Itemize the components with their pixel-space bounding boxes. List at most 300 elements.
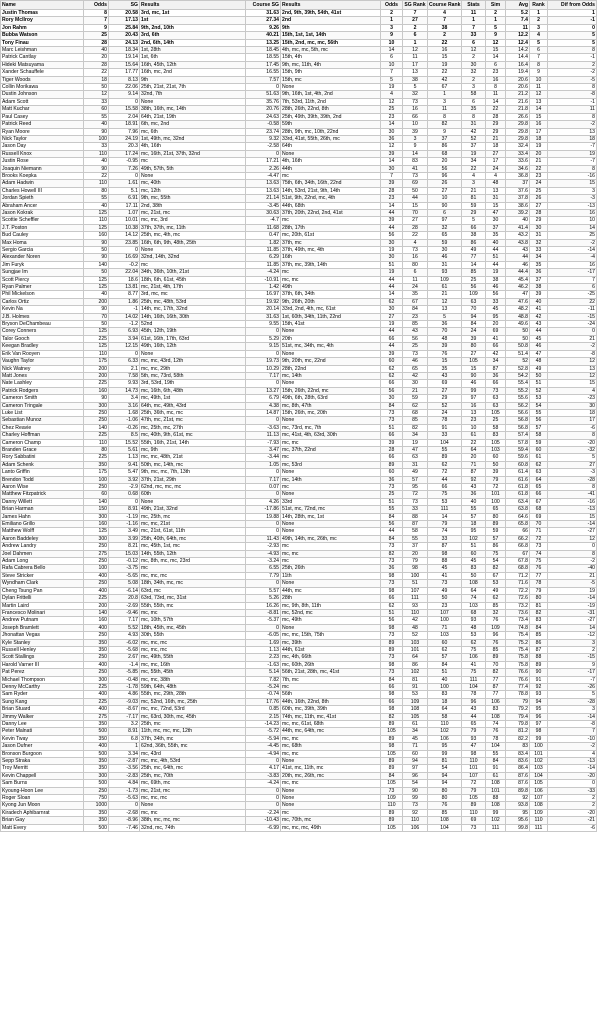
sg-cell: 0 (109, 98, 140, 105)
player-name: Branden Grace (1, 446, 84, 453)
rank-cell: 72 (530, 535, 548, 542)
avg-cell: 14.2 (506, 47, 530, 54)
course-sg-cell: -1.63 (246, 661, 281, 668)
stats-cell: 49 (462, 247, 486, 254)
odds-rank-cell: 73 (381, 409, 403, 416)
table-row (1, 580, 597, 587)
dif-from-odds-cell: 14 (548, 224, 597, 231)
course-sg-cell: 0 (246, 417, 281, 424)
avg-cell: 75.8 (506, 654, 530, 661)
player-name: Kyle Stanley (1, 639, 84, 646)
dif-from-odds-cell: 0 (548, 328, 597, 335)
sg-cell: -9.03 (109, 698, 140, 705)
player-name: Rory McIlroy (1, 17, 84, 24)
course-rank-cell: 5 (428, 313, 462, 320)
course-results-cell: mc, 14th (281, 372, 381, 379)
sg-rank-cell: 25 (403, 343, 428, 350)
sim-cell: 44 (486, 261, 506, 268)
results-cell: mc, mc, 21st (140, 521, 246, 528)
course-sg-cell: 35.76 (246, 98, 281, 105)
dif-from-odds-cell: -21 (548, 817, 597, 824)
results-cell: 25th, 36th, mc, mc (140, 409, 246, 416)
avg-cell: 71.6 (506, 580, 530, 587)
odds-cell: 350 (84, 461, 109, 468)
stats-cell: 29 (462, 209, 486, 216)
sg-rank-cell: 54 (403, 780, 428, 787)
avg-cell: 75.2 (506, 639, 530, 646)
avg-cell: 59.6 (506, 454, 530, 461)
course-sg-cell: 0.07 (246, 484, 281, 491)
odds-rank-cell: 89 (381, 646, 403, 653)
odds-cell: 110 (84, 217, 109, 224)
course-rank-cell: 35 (428, 365, 462, 372)
table-row (1, 113, 597, 120)
odds-rank-cell: 73 (381, 543, 403, 550)
dif-from-odds-cell: 15 (548, 180, 597, 187)
stats-cell: 57 (462, 513, 486, 520)
avg-cell: 20.6 (506, 84, 530, 91)
sg-rank-cell: 100 (403, 572, 428, 579)
sg-cell: 0 (109, 498, 140, 505)
table-row (1, 350, 597, 357)
player-name: Roger Sloan (1, 795, 84, 802)
course-results-cell: 15th, 41st (281, 321, 381, 328)
player-name: Patrick Rodgers (1, 387, 84, 394)
course-sg-cell: 16.55 (246, 69, 281, 76)
sim-cell: 101 (486, 787, 506, 794)
sim-cell: 74 (486, 721, 506, 728)
sg-rank-cell: 64 (403, 654, 428, 661)
sg-rank-cell: 13 (403, 69, 428, 76)
course-sg-cell: -4.7 (246, 217, 281, 224)
course-rank-cell: 75 (428, 491, 462, 498)
rank-cell: 43 (530, 321, 548, 328)
rank-cell: 95 (530, 706, 548, 713)
course-results-cell: mc, 37th, 22nd (281, 446, 381, 453)
results-cell: mc, 12th (140, 187, 246, 194)
player-name: Andrew Landry (1, 543, 84, 550)
stats-cell: 51 (462, 543, 486, 550)
results-cell: 9th, mc, 55th (140, 195, 246, 202)
player-name: Sam Ryder (1, 691, 84, 698)
odds-cell: 300 (84, 535, 109, 542)
stats-cell: 64 (462, 587, 486, 594)
table-row (1, 76, 597, 83)
course-rank-cell: 26 (428, 180, 462, 187)
player-name: Paul Casey (1, 113, 84, 120)
rank-cell: 105 (530, 780, 548, 787)
table-row (1, 698, 597, 705)
course-rank-cell: 65 (428, 232, 462, 239)
course-results-cell: 28th (281, 595, 381, 602)
sg-cell: 3.99 (109, 535, 140, 542)
dif-from-odds-cell: 12 (548, 358, 597, 365)
results-cell: mc, 43rd (140, 750, 246, 757)
sg-cell: -2.68 (109, 809, 140, 816)
sg-rank-cell: 56 (403, 335, 428, 342)
course-results-cell: mc, mc (281, 735, 381, 742)
player-name: Nick Taylor (1, 135, 84, 142)
odds-rank-cell: 73 (381, 669, 403, 676)
course-sg-cell: 7.17 (246, 476, 281, 483)
table-row (1, 646, 597, 653)
course-sg-cell: 0 (246, 787, 281, 794)
course-results-cell: 15th, 26th, mc, 20th (281, 409, 381, 416)
player-name: Chez Reavie (1, 424, 84, 431)
dif-from-odds-cell: 17 (548, 417, 597, 424)
course-results-cell: 14th, 28th, mc, 1st (281, 513, 381, 520)
sg-cell: -5.68 (109, 646, 140, 653)
results-cell: 9th (140, 76, 246, 83)
sg-cell: 8.21 (109, 543, 140, 550)
course-sg-cell: 13.25 (246, 39, 281, 46)
stats-cell: 39 (462, 335, 486, 342)
dif-from-odds-cell: 12 (548, 535, 597, 542)
course-rank-cell: 109 (428, 276, 462, 283)
sg-cell: 17.13 (109, 17, 140, 24)
sg-cell: 10.38 (109, 224, 140, 231)
odds-rank-cell: 66 (381, 335, 403, 342)
results-cell: 55th, 16th, 21st, 14th (140, 439, 246, 446)
stats-cell: 14 (462, 261, 486, 268)
stats-cell: 58 (462, 91, 486, 98)
rank-cell: 85 (530, 632, 548, 639)
sg-cell: -1.73 (109, 787, 140, 794)
results-cell: mc, mc, mc (140, 795, 246, 802)
table-row (1, 276, 597, 283)
table-row (1, 24, 597, 31)
rank-cell: 57 (530, 424, 548, 431)
odds-rank-cell: 10 (381, 61, 403, 68)
course-sg-cell: 31.63 (246, 10, 281, 17)
table-row (1, 372, 597, 379)
results-cell: mc, mc, 43rd, 12th (140, 358, 246, 365)
course-results-cell: None (281, 521, 381, 528)
table-row (1, 765, 597, 772)
course-rank-cell: 88 (428, 558, 462, 565)
sim-cell: 42 (486, 350, 506, 357)
sim-cell: 76 (486, 639, 506, 646)
sg-rank-cell: 35 (403, 291, 428, 298)
rank-cell: 62 (530, 461, 548, 468)
odds-rank-cell: 62 (381, 372, 403, 379)
stats-cell: 98 (462, 750, 486, 757)
sg-rank-cell: 67 (403, 298, 428, 305)
odds-rank-cell: 73 (381, 580, 403, 587)
dif-from-odds-header: Dif from Odds (548, 1, 597, 10)
rank-cell: 2 (530, 17, 548, 24)
avg-cell: 78.8 (506, 691, 530, 698)
rank-cell: 39 (530, 291, 548, 298)
rank-cell: 74 (530, 550, 548, 557)
stats-cell: 78 (462, 691, 486, 698)
sim-cell: 4 (486, 172, 506, 179)
avg-cell: 34.6 (506, 165, 530, 172)
player-name: Martin Laird (1, 602, 84, 609)
avg-cell: 92 (506, 795, 530, 802)
avg-cell: 50.8 (506, 343, 530, 350)
course-results-cell: 44th, 68th (281, 202, 381, 209)
sg-cell: 14.73 (109, 387, 140, 394)
course-sg-cell: 7.82 (246, 676, 281, 683)
rank-cell: 83 (530, 617, 548, 624)
course-sg-cell: 0.85 (246, 706, 281, 713)
dif-from-odds-cell: 2 (548, 61, 597, 68)
course-results-cell: 51st, 9th, 22nd, mc, 4th (281, 195, 381, 202)
sg-cell: -1.06 (109, 417, 140, 424)
course-sg-cell: 2.26 (246, 165, 281, 172)
results-cell: 30th, 55th (140, 632, 246, 639)
rank-cell: 38 (530, 284, 548, 291)
course-results-cell: mc (281, 809, 381, 816)
sg-rank-cell: 9 (403, 143, 428, 150)
dif-from-odds-cell: -27 (548, 528, 597, 535)
sim-cell: 75 (486, 550, 506, 557)
table-row (1, 565, 597, 572)
results-cell: 1st, 49th, mc, 32nd (140, 135, 246, 142)
sg-rank-cell: 50 (403, 187, 428, 194)
results-cell: mc, mc, 4th, 53rd (140, 758, 246, 765)
course-sg-cell: -4.24 (246, 269, 281, 276)
avg-cell: 43.2 (506, 232, 530, 239)
course-rank-cell: 100 (428, 683, 462, 690)
course-rank-cell: 21 (428, 291, 462, 298)
course-sg-cell: 0 (246, 528, 281, 535)
avg-cell: 41.4 (506, 224, 530, 231)
stats-cell: 30 (462, 61, 486, 68)
sim-cell: 55 (486, 750, 506, 757)
course-results-cell: mc (281, 172, 381, 179)
course-sg-cell: -2.24 (246, 809, 281, 816)
sg-rank-cell: 37 (403, 543, 428, 550)
sg-rank-cell: 73 (403, 498, 428, 505)
sg-cell: 3.4 (109, 395, 140, 402)
odds-rank-cell: 84 (381, 402, 403, 409)
sim-cell: 49 (486, 587, 506, 594)
sim-cell: 102 (486, 817, 506, 824)
odds-cell: 110 (84, 439, 109, 446)
course-rank-cell: 100 (428, 617, 462, 624)
sim-cell: 67 (486, 572, 506, 579)
rank-cell: 77 (530, 572, 548, 579)
sg-rank-cell: 32 (403, 91, 428, 98)
sg-rank-cell: 102 (403, 669, 428, 676)
stats-cell: 2 (462, 54, 486, 61)
rank-cell: 26 (530, 195, 548, 202)
table-row (1, 143, 597, 150)
avg-cell: 29.8 (506, 135, 530, 142)
rank-cell: 64 (530, 476, 548, 483)
odds-cell: 350 (84, 758, 109, 765)
dif-from-odds-cell: -16 (548, 498, 597, 505)
stats-cell: 47 (462, 743, 486, 750)
player-name: Tony Finau (1, 39, 84, 46)
course-results-cell: mc, 8th, 47th (281, 402, 381, 409)
odds-rank-cell: 55 (381, 506, 403, 513)
stats-cell: 75 (462, 646, 486, 653)
results-cell: mc, 52nd, 16th, mc, 25th (140, 698, 246, 705)
sg-rank-cell: 71 (403, 743, 428, 750)
avg-cell: 55.4 (506, 380, 530, 387)
sim-cell: 109 (486, 624, 506, 631)
player-name: Kevin Chappell (1, 772, 84, 779)
course-rank-cell: 94 (428, 780, 462, 787)
course-sg-cell: 16.97 (246, 291, 281, 298)
rank-cell: 101 (530, 750, 548, 757)
course-results-cell: mc (281, 683, 381, 690)
sg-rank-cell: 91 (403, 683, 428, 690)
odds-rank-cell: 14 (381, 47, 403, 54)
table-row (1, 232, 597, 239)
dif-from-odds-cell: 5 (548, 691, 597, 698)
odds-cell: 275 (84, 713, 109, 720)
avg-cell: 46.2 (506, 284, 530, 291)
table-row (1, 17, 597, 24)
course-sg-cell: 16.26 (246, 602, 281, 609)
odds-cell: 125 (84, 528, 109, 535)
odds-rank-cell: 10 (381, 39, 403, 46)
odds-rank-cell: 98 (381, 572, 403, 579)
sim-cell: 41 (486, 335, 506, 342)
dif-from-odds-cell: 13 (548, 128, 597, 135)
avg-cell: 47.6 (506, 298, 530, 305)
results-cell: 4th, 16th (140, 143, 246, 150)
results-cell: mc, 55th, 45th (140, 669, 246, 676)
sg-cell: -9.46 (109, 609, 140, 616)
stats-cell: 74 (462, 595, 486, 602)
course-rank-cell: 53 (428, 498, 462, 505)
avg-cell: 79.8 (506, 721, 530, 728)
sg-rank-cell: 49 (403, 469, 428, 476)
sim-cell: 50 (486, 461, 506, 468)
dif-from-odds-cell: -7 (548, 676, 597, 683)
sg-cell: -1.19 (109, 513, 140, 520)
dif-from-odds-cell: 13 (548, 365, 597, 372)
course-rank-cell: 66 (428, 484, 462, 491)
rank-cell: 102 (530, 758, 548, 765)
sg-cell: 3.2 (109, 721, 140, 728)
avg-cell: 38.6 (506, 202, 530, 209)
stats-cell: 102 (462, 535, 486, 542)
course-sg-cell: 1.69 (246, 639, 281, 646)
rank-cell: 53 (530, 395, 548, 402)
dif-from-odds-cell: -4 (548, 254, 597, 261)
odds-cell: 500 (84, 824, 109, 831)
table-row (1, 513, 597, 520)
course-rank-cell: 73 (428, 580, 462, 587)
course-results-cell: 56th, 21st, 28th, mc, 41st (281, 669, 381, 676)
sg-cell: -5.63 (109, 795, 140, 802)
avg-cell: 36.8 (506, 172, 530, 179)
stats-cell: 41 (462, 661, 486, 668)
stats-cell: 40 (462, 498, 486, 505)
sim-cell: 82 (486, 565, 506, 572)
sg-rank-cell: 11 (403, 276, 428, 283)
player-name: Alexander Noren (1, 254, 84, 261)
sg-cell: 3.49 (109, 528, 140, 535)
results-cell: 3rd, 53rd, 19th (140, 380, 246, 387)
rank-cell: 110 (530, 817, 548, 824)
course-sg-cell: 7.57 (246, 76, 281, 83)
course-sg-cell: 31.63 (246, 313, 281, 320)
sg-rank-header: SG Rank (404, 1, 426, 8)
rank-cell: 54 (530, 402, 548, 409)
sg-cell: 6.93 (109, 328, 140, 335)
stats-cell: 50 (462, 572, 486, 579)
stats-cell: 43 (462, 484, 486, 491)
odds-cell: 40 (84, 47, 109, 54)
table-row (1, 728, 597, 735)
odds-rank-cell: 19 (381, 321, 403, 328)
course-rank-header: Course Rank (429, 1, 461, 8)
stats-cell: 23 (462, 417, 486, 424)
rank-cell: 35 (530, 261, 548, 268)
player-name: Adam Schenk (1, 461, 84, 468)
odds-cell: 50 (84, 321, 109, 328)
course-sg-cell: -3.24 (246, 558, 281, 565)
course-results-cell: 25th, 49th, 39th, 39th, 2nd (281, 113, 381, 120)
sim-cell: 85 (486, 602, 506, 609)
sg-cell: 3.92 (109, 476, 140, 483)
table-row (1, 721, 597, 728)
sim-cell: 34 (486, 358, 506, 365)
stats-cell: 13 (462, 409, 486, 416)
sim-cell: 89 (486, 521, 506, 528)
table-row (1, 380, 597, 387)
sg-cell: 25.84 (109, 24, 140, 31)
results-cell: 1st, 6th (140, 54, 246, 61)
course-sg-cell: -8.81 (246, 609, 281, 616)
sg-cell: -5.85 (109, 669, 140, 676)
table-row (1, 595, 597, 602)
rank-cell: 52 (530, 387, 548, 394)
sg-cell: 1.13 (109, 454, 140, 461)
sim-cell: 33 (486, 298, 506, 305)
course-rank-cell: 94 (428, 772, 462, 779)
stats-cell: 77 (462, 254, 486, 261)
results-cell: 6th, mc, 2nd (140, 121, 246, 128)
odds-cell: 40 (84, 158, 109, 165)
odds-rank-cell: 44 (381, 224, 403, 231)
course-rank-cell: 16 (428, 47, 462, 54)
course-results-cell: 9th, mc, 11th, 4th (281, 61, 381, 68)
course-rank-cell: 84 (428, 661, 462, 668)
course-results-cell: mc (281, 484, 381, 491)
course-rank-cell: 62 (428, 461, 462, 468)
dif-from-odds-cell: 8 (548, 165, 597, 172)
results-cell: 50th, mc, 14th, mc (140, 461, 246, 468)
dif-from-odds-cell: 0 (548, 24, 597, 31)
player-name: J.B. Holmes (1, 313, 84, 320)
odds-cell: 250 (84, 543, 109, 550)
sim-cell: 29 (486, 128, 506, 135)
rank-cell: 88 (530, 654, 548, 661)
avg-cell: 99.8 (506, 824, 530, 831)
odds-rank-cell: 9 (381, 32, 403, 39)
player-name: Hideki Matsuyama (1, 61, 84, 68)
results-cell: 47th, mc, 21st, mc (140, 417, 246, 424)
sim-cell: 22 (486, 106, 506, 113)
odds-rank-cell: 12 (381, 98, 403, 105)
sim-cell: 87 (486, 365, 506, 372)
results-cell: mc, mc, 29th (140, 365, 246, 372)
course-sg-cell: 13.63 (246, 180, 281, 187)
dif-from-odds-cell: -12 (548, 632, 597, 639)
odds-rank-cell: 2 (381, 10, 403, 17)
sg-cell: 6.33 (109, 358, 140, 365)
dif-from-odds-cell: 3 (548, 187, 597, 194)
course-rank-cell: 43 (428, 372, 462, 379)
